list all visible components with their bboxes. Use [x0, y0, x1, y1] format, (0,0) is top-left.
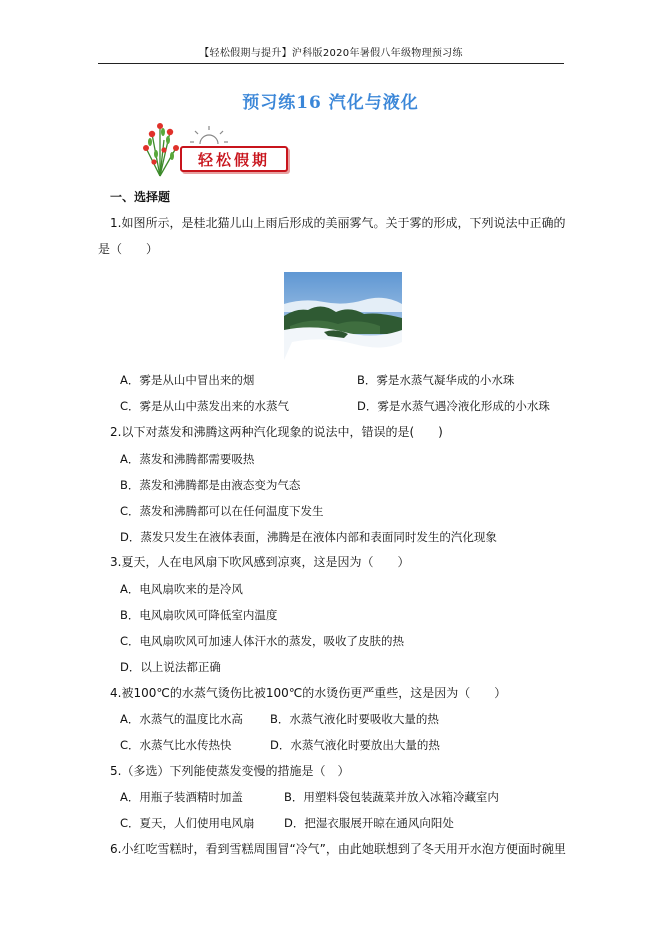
question-5-option-d: D．把湿衣服展开晾在通风向阳处	[284, 816, 454, 830]
question-3-stem: 3.夏天，人在电风扇下吹风感到凉爽，这是因为（ ）	[110, 555, 410, 569]
question-2-option-c: C．蒸发和沸腾都可以在任何温度下发生	[120, 504, 324, 518]
question-3-option-d: D．以上说法都正确	[120, 660, 221, 674]
question-4-option-b: B．水蒸气液化时要吸收大量的热	[270, 712, 439, 726]
question-5-option-b: B．用塑料袋包装蔬菜并放入冰箱冷藏室内	[284, 790, 499, 804]
question-3-option-a: A．电风扇吹来的是冷风	[120, 582, 243, 596]
question-5-option-a: A．用瓶子装酒精时加盖	[120, 790, 243, 804]
question-4-option-c: C．水蒸气比水传热快	[120, 738, 232, 752]
question-2-stem: 2.以下对蒸发和沸腾这两种汽化现象的说法中，错误的是( )	[110, 425, 443, 439]
question-4-option-a: A．水蒸气的温度比水高	[120, 712, 243, 726]
question-1-option-a: A．雾是从山中冒出来的烟	[120, 373, 255, 387]
question-1-stem-line-1: 1.如图所示，是桂北猫儿山上雨后形成的美丽雾气。关于雾的形成，下列说法中正确的	[110, 216, 566, 230]
question-6-stem: 6.小红吃雪糕时，看到雪糕周围冒“冷气”，由此她联想到了冬天用开水泡方便面时碗里	[110, 842, 566, 856]
question-4-stem: 4.被100℃的水蒸气烫伤比被100℃的水烫伤更严重些，这是因为（ ）	[110, 686, 507, 700]
page-title: 预习练16 汽化与液化	[242, 93, 419, 113]
question-3-option-b: B．电风扇吹风可降低室内温度	[120, 608, 278, 622]
question-2-option-b: B．蒸发和沸腾都是由液态变为气态	[120, 478, 301, 492]
question-1-stem-line-2: 是（ ）	[98, 242, 159, 256]
question-4-option-d: D．水蒸气液化时要放出大量的热	[270, 738, 440, 752]
section-heading: 一、选择题	[110, 190, 171, 204]
question-5-stem: 5.（多选）下列能使蒸发变慢的措施是（ ）	[110, 764, 350, 778]
question-2-option-a: A．蒸发和沸腾都需要吸热	[120, 452, 255, 466]
question-5-option-c: C．夏天，人们使用电风扇	[120, 816, 255, 830]
question-1-option-b: B．雾是水蒸气凝华成的小水珠	[357, 373, 515, 387]
question-1-option-c: C．雾是从山中蒸发出来的水蒸气	[120, 399, 290, 413]
question-1-option-d: D．雾是水蒸气遇冷液化形成的小水珠	[357, 399, 550, 413]
misty-mountain-photo	[284, 272, 402, 360]
question-2-option-d: D．蒸发只发生在液体表面，沸腾是在液体内部和表面同时发生的汽化现象	[120, 530, 497, 544]
vacation-banner: 轻松假期	[180, 146, 288, 172]
page-header: 【轻松假期与提升】沪科版2020年暑假八年级物理预习练	[98, 44, 564, 64]
question-3-option-c: C．电风扇吹风可加速人体汗水的蒸发，吸收了皮肤的热	[120, 634, 405, 648]
